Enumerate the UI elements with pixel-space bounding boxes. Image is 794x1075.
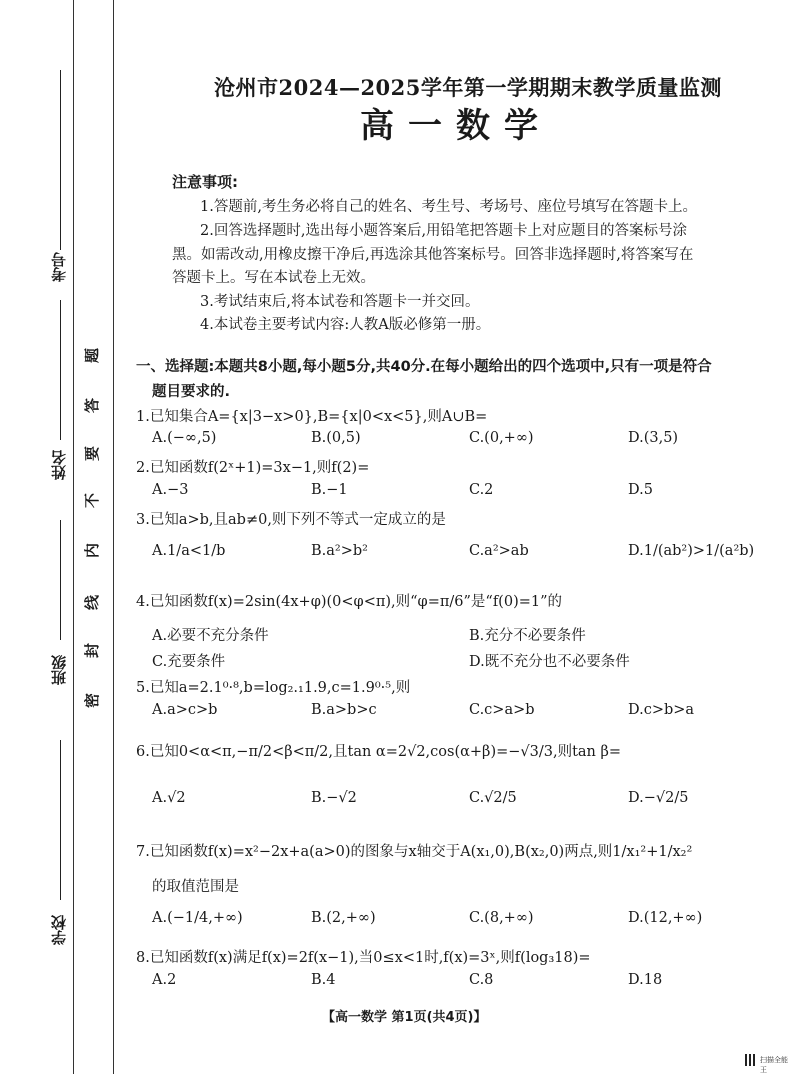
option-b: B.−√2 <box>311 790 357 806</box>
question-stem: 2.已知函数f(2ˣ+1)=3x−1,则f(2)= <box>136 460 370 476</box>
option-d: D.18 <box>628 972 663 988</box>
seal-char: 封 <box>83 642 102 659</box>
option-d: D.5 <box>628 482 653 498</box>
option-d: D.1/(ab²)>1/(a²b) <box>628 543 755 559</box>
option-a: A.−3 <box>152 482 189 498</box>
question-stem: 6.已知0<α<π,−π/2<β<π/2,且tan α=2√2,cos(α+β)=−√3/3,则tan β= <box>136 744 622 760</box>
question-stem: 7.已知函数f(x)=x²−2x+a(a>0)的图象与x轴交于A(x₁,0),B(x₂,0)两点,则1/x₁²+1/x₂² <box>136 844 693 860</box>
question-stem: 1.已知集合A={x|3−x>0},B={x|0<x<5},则A∪B= <box>136 409 488 425</box>
seal-char: 答 <box>83 397 102 414</box>
option-b: B.充分不必要条件 <box>469 628 586 644</box>
page-footer: 【高一数学 第1页(共4页)】 <box>322 1010 487 1025</box>
option-d: D.既不充分也不必要条件 <box>469 654 630 670</box>
option-a: A.√2 <box>152 790 186 806</box>
kaohao-label: 考号 <box>50 252 68 282</box>
seal-char: 不 <box>83 492 102 509</box>
option-c: C.8 <box>469 972 494 988</box>
option-c: C.c>a>b <box>469 702 535 718</box>
subject-title: 高一数学 <box>360 106 552 146</box>
seal-char: 线 <box>83 594 102 611</box>
option-a: A.1/a<1/b <box>152 543 226 559</box>
xingming-underline <box>60 300 61 440</box>
option-b: B.(0,5) <box>311 430 361 446</box>
binding-line-outer <box>73 0 74 1074</box>
option-b: B.−1 <box>311 482 348 498</box>
option-b: B.a²>b² <box>311 543 368 559</box>
option-c: C.(8,+∞) <box>469 910 534 926</box>
option-a: A.必要不充分条件 <box>152 628 269 644</box>
option-a: A.2 <box>152 972 177 988</box>
option-b: B.a>b>c <box>311 702 377 718</box>
xuexiao-label: 学校 <box>50 915 68 945</box>
option-d: D.(12,+∞) <box>628 910 703 926</box>
notice-line: 黑。如需改动,用橡皮擦干净后,再选涂其他答案标号。回答非选择题时,将答案写在 <box>172 247 694 263</box>
notice-line: 答题卡上。写在本试卷上无效。 <box>172 270 375 286</box>
xuexiao-underline <box>60 740 61 900</box>
qr-code-icon <box>745 1054 757 1066</box>
option-a: A.(−∞,5) <box>152 430 217 446</box>
xingming-label: 姓名 <box>50 450 68 480</box>
option-c: C.充要条件 <box>152 654 226 670</box>
notice-line: 1.答题前,考生务必将自己的姓名、考生号、考场号、座位号填写在答题卡上。 <box>200 199 697 215</box>
question-stem: 3.已知a>b,且ab≠0,则下列不等式一定成立的是 <box>136 512 446 528</box>
seal-char: 题 <box>83 347 102 364</box>
question-stem: 8.已知函数f(x)满足f(x)=2f(x−1),当0≤x<1时,f(x)=3ˣ,则f(log₃18)= <box>136 950 591 966</box>
kaohao-underline <box>60 70 61 250</box>
notice-heading: 注意事项: <box>172 173 238 191</box>
notice-line: 3.考试结束后,将本试卷和答题卡一并交回。 <box>200 294 480 310</box>
seal-char: 要 <box>83 445 102 462</box>
option-c: C.(0,+∞) <box>469 430 534 446</box>
banji-label: 班级 <box>50 655 68 685</box>
exam-title: 沧州市2024—2025学年第一学期期末教学质量监测 <box>214 75 722 100</box>
section-heading: 一、选择题:本题共8小题,每小题5分,共40分.在每小题给出的四个选项中,只有一项是符合 <box>136 359 712 375</box>
option-c: C.√2/5 <box>469 790 517 806</box>
option-d: D.c>b>a <box>628 702 695 718</box>
notice-line: 2.回答选择题时,选出每小题答案后,用铅笔把答题卡上对应题目的答案标号涂 <box>200 223 688 239</box>
question-stem-cont: 的取值范围是 <box>152 879 239 895</box>
scanner-watermark: 扫描全能王 <box>760 1056 788 1074</box>
notice-line: 4.本试卷主要考试内容:人教A版必修第一册。 <box>200 317 491 333</box>
option-b: B.(2,+∞) <box>311 910 376 926</box>
option-a: A.a>c>b <box>152 702 218 718</box>
option-c: C.2 <box>469 482 494 498</box>
section-heading-cont: 题目要求的. <box>152 384 231 400</box>
option-c: C.a²>ab <box>469 543 529 559</box>
banji-underline <box>60 520 61 640</box>
option-d: D.(3,5) <box>628 430 679 446</box>
seal-char: 内 <box>83 542 102 559</box>
binding-line-inner <box>113 0 114 1074</box>
option-b: B.4 <box>311 972 336 988</box>
seal-char: 密 <box>83 692 102 709</box>
question-stem: 4.已知函数f(x)=2sin(4x+φ)(0<φ<π),则“φ=π/6”是“f(0)=1”的 <box>136 594 563 610</box>
option-d: D.−√2/5 <box>628 790 689 806</box>
option-a: A.(−1/4,+∞) <box>152 910 243 926</box>
question-stem: 5.已知a=2.1⁰·⁸,b=log₂.₁1.9,c=1.9⁰·⁵,则 <box>136 680 411 696</box>
